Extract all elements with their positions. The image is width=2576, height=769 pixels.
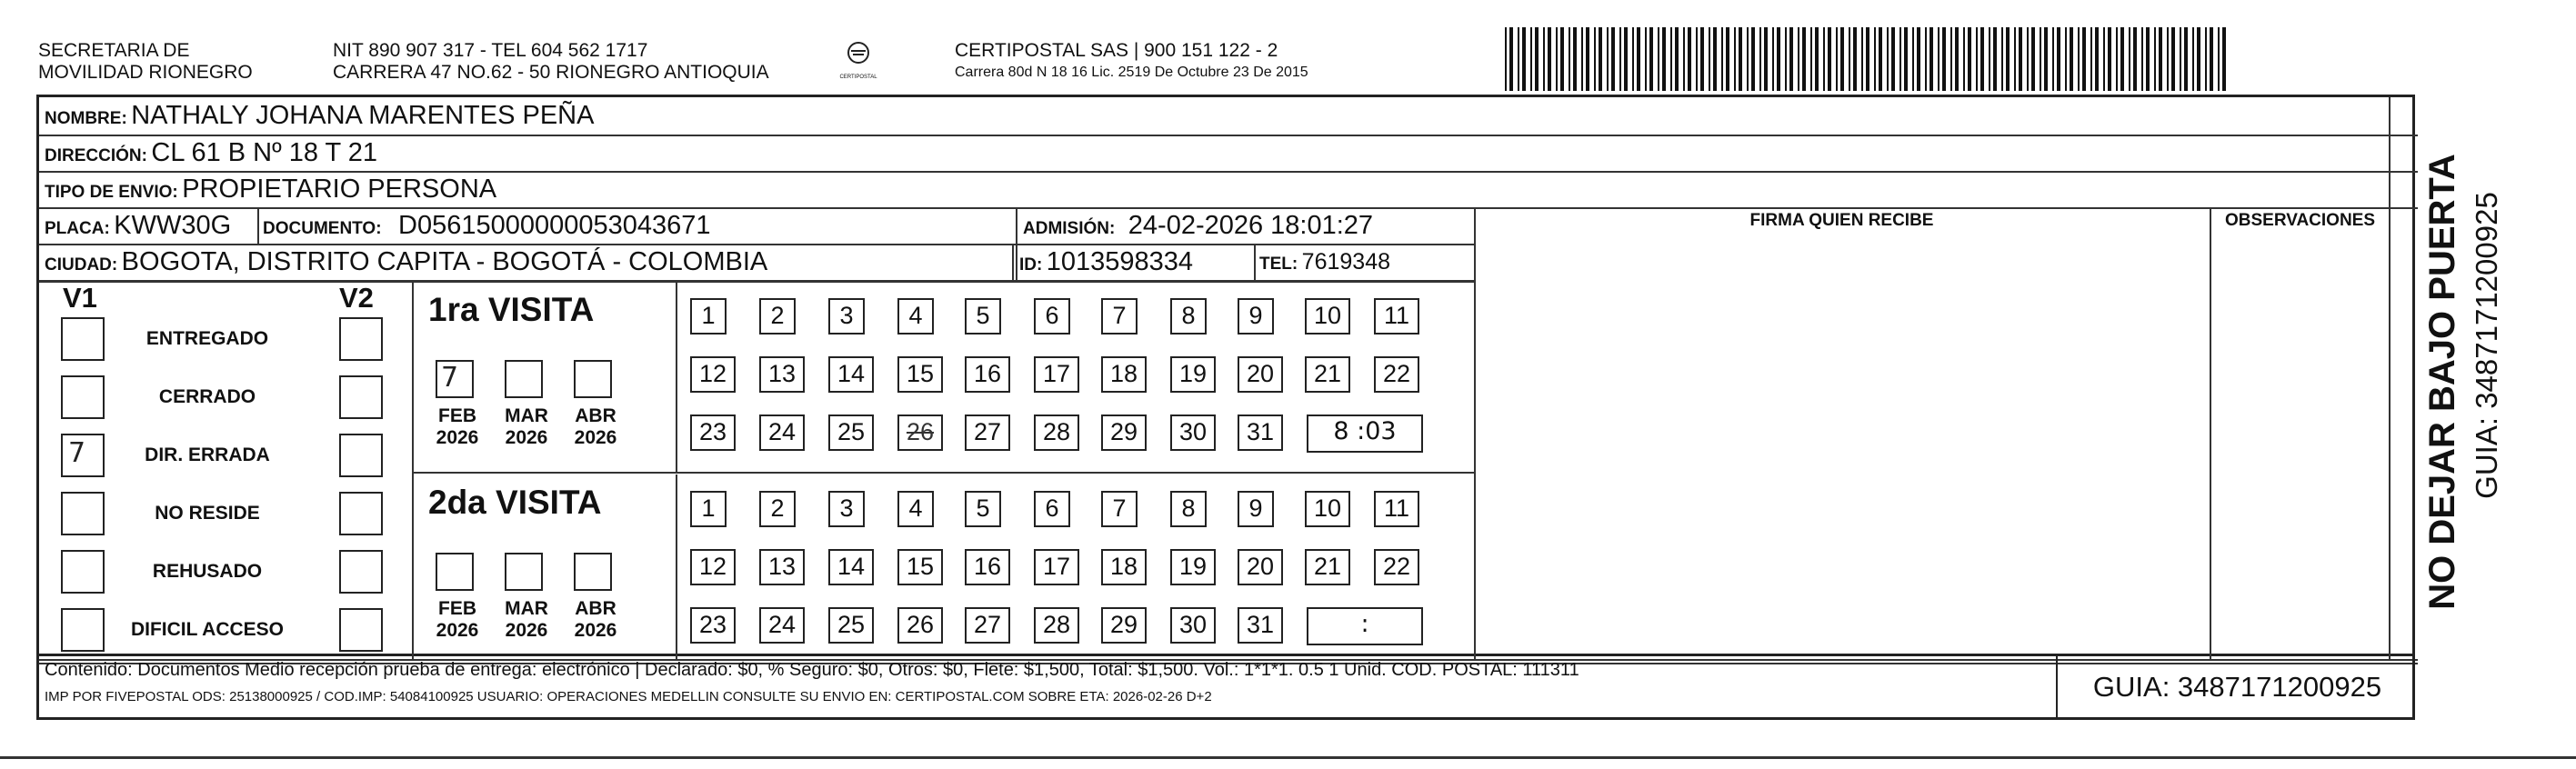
barcode-bar	[1700, 27, 1704, 91]
v1-checkbox[interactable]	[61, 375, 105, 419]
admision-value: 24-02-2026 18:01:27	[1128, 211, 1374, 240]
barcode-bar	[1518, 27, 1519, 91]
tel-label: TEL:	[1259, 255, 1298, 274]
ciudad-row	[45, 247, 767, 277]
barcode-bar	[2197, 27, 2200, 91]
shipping-form	[36, 95, 2415, 656]
barcode-bar	[1739, 27, 1742, 91]
day-box[interactable]: 7	[1101, 298, 1138, 335]
placa-value: KWW30G	[114, 211, 232, 240]
day-box[interactable]: 27	[965, 607, 1010, 644]
day-box[interactable]: 21	[1305, 356, 1350, 393]
barcode-bar	[1530, 27, 1532, 91]
barcode-bar	[2078, 27, 2080, 91]
day-box[interactable]: 20	[1238, 356, 1283, 393]
barcode-bar	[1866, 27, 1869, 91]
barcode-bar	[1632, 27, 1634, 91]
day-box[interactable]: 1	[690, 491, 727, 527]
barcode-bar	[1522, 27, 1526, 91]
month-checkbox[interactable]: 7	[436, 360, 474, 398]
status-label: NO RESIDE	[155, 503, 260, 524]
day-box[interactable]: 30	[1170, 414, 1216, 451]
barcode-bar	[2180, 27, 2181, 91]
logo-text: CERTIPOSTAL	[839, 75, 877, 80]
direccion-label: DIRECCIÓN:	[45, 146, 147, 165]
day-box[interactable]: 14	[828, 549, 874, 585]
courier-line1: CERTIPOSTAL SAS | 900 151 122 - 2	[955, 40, 1278, 61]
barcode-bar	[2090, 27, 2092, 91]
tipo-value: PROPIETARIO PERSONA	[182, 175, 497, 204]
v2-checkbox[interactable]	[339, 375, 383, 419]
barcode-bar	[1917, 27, 1920, 91]
barcode-bar	[1683, 27, 1685, 91]
barcode-bar	[1823, 27, 1825, 91]
barcode-bar	[2044, 27, 2048, 91]
placa-label: PLACA:	[45, 219, 110, 238]
barcode-bar	[1912, 27, 1914, 91]
day-box[interactable]: 24	[759, 607, 805, 644]
barcode-bar	[1887, 27, 1889, 91]
barcode-bar	[1607, 27, 1609, 91]
month-name: ABR	[575, 598, 616, 619]
status-label: DIR. ERRADA	[145, 444, 270, 465]
sender-line1: SECRETARIA DE	[38, 40, 190, 61]
barcode-bar	[2019, 27, 2022, 91]
barcode-bar	[2052, 27, 2054, 91]
barcode-bar	[1505, 27, 1507, 91]
admision-row	[1023, 211, 1373, 241]
barcode-bar	[2014, 27, 2016, 91]
v1-checkbox[interactable]	[61, 492, 105, 535]
barcode-bar	[1696, 27, 1698, 91]
day-box[interactable]: 29	[1101, 414, 1147, 451]
barcode-bar	[2218, 27, 2220, 91]
v1-checkbox[interactable]	[61, 550, 105, 594]
barcode-bar	[1713, 27, 1717, 91]
barcode-bar	[2146, 27, 2150, 91]
barcode-bar	[2210, 27, 2213, 91]
footer-guia-box	[2056, 656, 2417, 717]
day-box[interactable]: 4	[897, 298, 934, 335]
day-box[interactable]: 28	[1034, 607, 1079, 644]
firma-header: FIRMA QUIEN RECIBE	[1749, 211, 1934, 230]
barcode-bar	[2040, 27, 2041, 91]
time-box[interactable]: 8 :03	[1307, 414, 1423, 453]
month-label	[499, 405, 554, 449]
placa-row	[45, 211, 231, 241]
direccion-value: CL 61 B Nº 18 T 21	[151, 138, 378, 167]
barcode-bar	[1548, 27, 1551, 91]
day-box[interactable]: 22	[1374, 356, 1419, 393]
status-label: CERRADO	[158, 386, 256, 407]
barcode-bar	[1688, 27, 1691, 91]
barcode-bar	[2057, 27, 2060, 91]
month-year: 2026	[505, 620, 548, 641]
barcode-bar	[1624, 27, 1628, 91]
footer-line1: Contenido: Documentos Medio recepción prueba de entrega: electrónico | Declarado: $0, % Seguro: $0, Otros: $0, Flete: $1,500, Total: $1,500. Vol.: 1*1*1. 0.5 1 Unid. COD. POSTAL: 111311	[45, 660, 1579, 680]
barcode-bar	[1726, 27, 1729, 91]
side-guia-text: GUIA: 3487171200925	[2470, 192, 2503, 499]
day-box[interactable]: 25	[828, 414, 874, 451]
barcode-bar	[1828, 27, 1831, 91]
barcode-bar	[1637, 27, 1640, 91]
month-year: 2026	[574, 620, 617, 641]
barcode-bar	[1840, 27, 1844, 91]
side-guia	[2470, 127, 2506, 564]
month-name: ABR	[575, 405, 616, 426]
barcode-bar	[1955, 27, 1959, 91]
day-box[interactable]: 10	[1305, 491, 1350, 527]
barcode-bar	[1509, 27, 1513, 91]
month-label	[568, 598, 623, 642]
barcode-bar	[1675, 27, 1679, 91]
month-name: FEB	[438, 598, 476, 619]
day-box[interactable]: 4	[897, 491, 934, 527]
day-box[interactable]: 3	[828, 298, 865, 335]
barcode-bar	[1645, 27, 1647, 91]
day-box[interactable]: 18	[1101, 549, 1147, 585]
tipo-label: TIPO DE ENVIO:	[45, 183, 178, 202]
day-box[interactable]: 5	[965, 491, 1001, 527]
day-box[interactable]: 8	[1170, 491, 1207, 527]
barcode-bar	[1670, 27, 1672, 91]
barcode-bar	[2108, 27, 2111, 91]
id-value: 1013598334	[1046, 247, 1194, 276]
v2-checkbox[interactable]	[339, 434, 383, 477]
barcode-bar	[1581, 27, 1583, 91]
day-box[interactable]: 21	[1305, 549, 1350, 585]
day-box[interactable]: 13	[759, 549, 805, 585]
id-row	[1019, 247, 1193, 277]
tel-value: 7619348	[1301, 249, 1390, 275]
month-checkbox[interactable]	[505, 360, 543, 398]
barcode-bar	[2065, 27, 2067, 91]
day-box[interactable]: 11	[1374, 298, 1419, 335]
day-box[interactable]: 10	[1305, 298, 1350, 335]
documento-value: D05615000000053043671	[398, 211, 711, 240]
month-checkbox[interactable]	[436, 553, 474, 591]
day-box[interactable]: 11	[1374, 491, 1419, 527]
barcode-bar	[1836, 27, 1838, 91]
certipostal-logo	[837, 40, 880, 84]
nombre-value: NATHALY JOHANA MARENTES PEÑA	[131, 101, 595, 130]
barcode-bar	[1721, 27, 1723, 91]
barcode-bar	[1925, 27, 1927, 91]
day-box[interactable]: 19	[1170, 356, 1216, 393]
sender-name	[38, 40, 253, 84]
barcode-bar	[1904, 27, 1908, 91]
barcode-bar	[1594, 27, 1596, 91]
month-label	[430, 598, 485, 642]
barcode-bar	[2070, 27, 2073, 91]
footer-box	[36, 656, 2415, 720]
v1-checkbox[interactable]	[61, 608, 105, 652]
barcode-bar	[1929, 27, 1933, 91]
barcode-bar	[1543, 27, 1545, 91]
barcode-bar	[2167, 27, 2169, 91]
month-checkbox[interactable]	[574, 553, 612, 591]
day-box[interactable]: 2	[759, 298, 796, 335]
barcode-bar	[1556, 27, 1558, 91]
day-box[interactable]: 17	[1034, 549, 1079, 585]
month-label	[499, 598, 554, 642]
barcode-bar	[1950, 27, 1952, 91]
day-box[interactable]: 5	[965, 298, 1001, 335]
nit-line: NIT 890 907 317 - TEL 604 562 1717	[333, 40, 648, 61]
v2-header: V2	[339, 282, 374, 314]
barcode-bar	[1586, 27, 1589, 91]
month-year: 2026	[574, 427, 617, 448]
barcode-bar	[2184, 27, 2188, 91]
day-box[interactable]: 19	[1170, 549, 1216, 585]
day-box[interactable]: 23	[690, 607, 736, 644]
day-box[interactable]: 16	[965, 356, 1010, 393]
month-checkbox[interactable]	[505, 553, 543, 591]
barcode-bar	[2205, 27, 2207, 91]
ciudad-value: BOGOTA, DISTRITO CAPITA - BOGOTÁ - COLOMBIA	[121, 247, 768, 276]
v1-checkbox[interactable]	[61, 317, 105, 361]
ciudad-label: CIUDAD:	[45, 255, 118, 275]
barcode-bar	[1861, 27, 1863, 91]
barcode-bar	[1777, 27, 1780, 91]
visit-title: 2da VISITA	[428, 484, 602, 521]
status-label: REHUSADO	[152, 561, 263, 582]
barcode	[1505, 27, 2232, 91]
barcode-bar	[1751, 27, 1755, 91]
barcode-bar	[2120, 27, 2124, 91]
day-box[interactable]: 20	[1238, 549, 1283, 585]
day-box[interactable]: 6	[1034, 491, 1070, 527]
barcode-bar	[1899, 27, 1901, 91]
documento-row	[263, 211, 711, 241]
barcode-bar	[1879, 27, 1882, 91]
barcode-bar	[1785, 27, 1787, 91]
nombre-label: NOMBRE:	[45, 109, 127, 128]
day-box[interactable]: 8	[1170, 298, 1207, 335]
month-name: MAR	[505, 598, 548, 619]
direccion-row	[45, 138, 377, 168]
day-box[interactable]: 6	[1034, 298, 1070, 335]
barcode-bar	[1802, 27, 1806, 91]
footer-line2: IMP POR FIVEPOSTAL ODS: 25138000925 / COD.IMP: 54084100925 USUARIO: OPERACIONES MEDELLIN CONSULTE SU ENVIO EN: CERTIPOSTAL.COM SOBRE ETA: 2026-02-26 D+2	[45, 689, 1212, 704]
barcode-bar	[1938, 27, 1940, 91]
day-box[interactable]: 12	[690, 356, 736, 393]
month-name: MAR	[505, 405, 548, 426]
barcode-bar	[1810, 27, 1812, 91]
day-box[interactable]: 30	[1170, 607, 1216, 644]
v1-checkbox[interactable]: 7	[61, 434, 105, 477]
day-box[interactable]: 12	[690, 549, 736, 585]
barcode-bar	[2031, 27, 2035, 91]
day-box[interactable]: 31	[1238, 414, 1283, 451]
month-year: 2026	[505, 427, 548, 448]
v2-checkbox[interactable]	[339, 317, 383, 361]
day-box[interactable]: 26	[897, 607, 943, 644]
barcode-bar	[2154, 27, 2156, 91]
barcode-bar	[1619, 27, 1621, 91]
barcode-bar	[2129, 27, 2130, 91]
barcode-bar	[1759, 27, 1761, 91]
id-label: ID:	[1019, 255, 1043, 275]
barcode-bar	[1989, 27, 1990, 91]
day-box[interactable]: 27	[965, 414, 1010, 451]
barcode-bar	[2095, 27, 2099, 91]
footer-guia: GUIA: 3487171200925	[2092, 671, 2382, 703]
status-label: DIFICIL ACCESO	[130, 619, 284, 640]
barcode-bar	[2103, 27, 2105, 91]
month-label	[568, 405, 623, 449]
barcode-bar	[1968, 27, 1971, 91]
day-box[interactable]: 1	[690, 298, 727, 335]
barcode-bar	[1649, 27, 1653, 91]
visit-title: 1ra VISITA	[428, 291, 595, 328]
documento-label: DOCUMENTO:	[263, 219, 382, 238]
courier-info	[955, 40, 1308, 82]
time-box[interactable]: :	[1307, 607, 1423, 645]
barcode-bar	[1963, 27, 1965, 91]
day-box[interactable]: 13	[759, 356, 805, 393]
barcode-bar	[1942, 27, 1946, 91]
day-box[interactable]: 16	[965, 549, 1010, 585]
day-box[interactable]: 3	[828, 491, 865, 527]
admision-label: ADMISIÓN:	[1023, 219, 1116, 238]
v2-checkbox[interactable]	[339, 608, 383, 652]
barcode-bar	[2116, 27, 2118, 91]
month-label	[430, 405, 485, 449]
day-box[interactable]: 7	[1101, 491, 1138, 527]
address-line: CARRERA 47 NO.62 - 50 RIONEGRO ANTIOQUIA	[333, 62, 769, 83]
courier-line2: Carrera 80d N 18 16 Lic. 2519 De Octubre 23 De 2015	[955, 65, 1308, 80]
day-box[interactable]: 29	[1101, 607, 1147, 644]
barcode-bar	[1798, 27, 1799, 91]
barcode-bar	[1874, 27, 1876, 91]
v2-checkbox[interactable]	[339, 550, 383, 594]
barcode-bar	[1573, 27, 1577, 91]
sender-line2: MOVILIDAD RIONEGRO	[38, 62, 253, 83]
month-year: 2026	[436, 620, 479, 641]
barcode-bar	[1772, 27, 1774, 91]
barcode-bar	[1764, 27, 1768, 91]
barcode-bar	[2171, 27, 2175, 91]
barcode-bar	[2082, 27, 2086, 91]
barcode-bar	[1980, 27, 1984, 91]
observaciones-header: OBSERVACIONES	[2224, 211, 2376, 230]
barcode-bar	[2027, 27, 2029, 91]
barcode-bar	[2222, 27, 2226, 91]
side-warning	[2422, 127, 2462, 636]
nombre-row	[45, 101, 594, 131]
barcode-bar	[1993, 27, 1997, 91]
barcode-bar	[1535, 27, 1539, 91]
barcode-bar	[2141, 27, 2143, 91]
barcode-bar	[1658, 27, 1659, 91]
day-box[interactable]: 24	[759, 414, 805, 451]
barcode-bar	[1662, 27, 1666, 91]
day-box[interactable]: 9	[1238, 491, 1274, 527]
day-box[interactable]: 15	[897, 549, 943, 585]
barcode-bar	[1849, 27, 1850, 91]
v2-checkbox[interactable]	[339, 492, 383, 535]
status-label: ENTREGADO	[145, 328, 269, 349]
sender-contact	[333, 40, 769, 84]
barcode-bar	[1789, 27, 1793, 91]
month-checkbox[interactable]	[574, 360, 612, 398]
barcode-bar	[1569, 27, 1570, 91]
day-box[interactable]: 26	[897, 414, 943, 451]
barcode-bar	[1734, 27, 1736, 91]
day-box[interactable]: 14	[828, 356, 874, 393]
day-box[interactable]: 18	[1101, 356, 1147, 393]
barcode-bar	[2192, 27, 2194, 91]
barcode-bar	[1815, 27, 1819, 91]
barcode-bar	[2006, 27, 2010, 91]
barcode-bar	[1709, 27, 1710, 91]
day-box[interactable]: 23	[690, 414, 736, 451]
day-box[interactable]: 2	[759, 491, 796, 527]
barcode-bar	[2133, 27, 2137, 91]
side-warning-text: NO DEJAR BAJO PUERTA	[2422, 154, 2462, 610]
day-box[interactable]: 28	[1034, 414, 1079, 451]
barcode-bar	[1560, 27, 1564, 91]
barcode-bar	[1891, 27, 1895, 91]
barcode-bar	[2001, 27, 2003, 91]
barcode-bar	[1611, 27, 1615, 91]
barcode-bar	[1853, 27, 1857, 91]
day-box[interactable]: 17	[1034, 356, 1079, 393]
day-box[interactable]: 9	[1238, 298, 1274, 335]
bottom-divider	[0, 756, 2576, 759]
barcode-bar	[1599, 27, 1602, 91]
tel-row	[1259, 249, 1390, 275]
tipo-row	[45, 175, 496, 205]
day-box[interactable]: 25	[828, 607, 874, 644]
barcode-bar	[1747, 27, 1749, 91]
day-box[interactable]: 31	[1238, 607, 1283, 644]
month-name: FEB	[438, 405, 476, 426]
day-box[interactable]: 15	[897, 356, 943, 393]
day-box[interactable]: 22	[1374, 549, 1419, 585]
month-year: 2026	[436, 427, 479, 448]
barcode-bar	[2159, 27, 2162, 91]
barcode-bar	[1976, 27, 1978, 91]
v1-header: V1	[63, 282, 97, 314]
